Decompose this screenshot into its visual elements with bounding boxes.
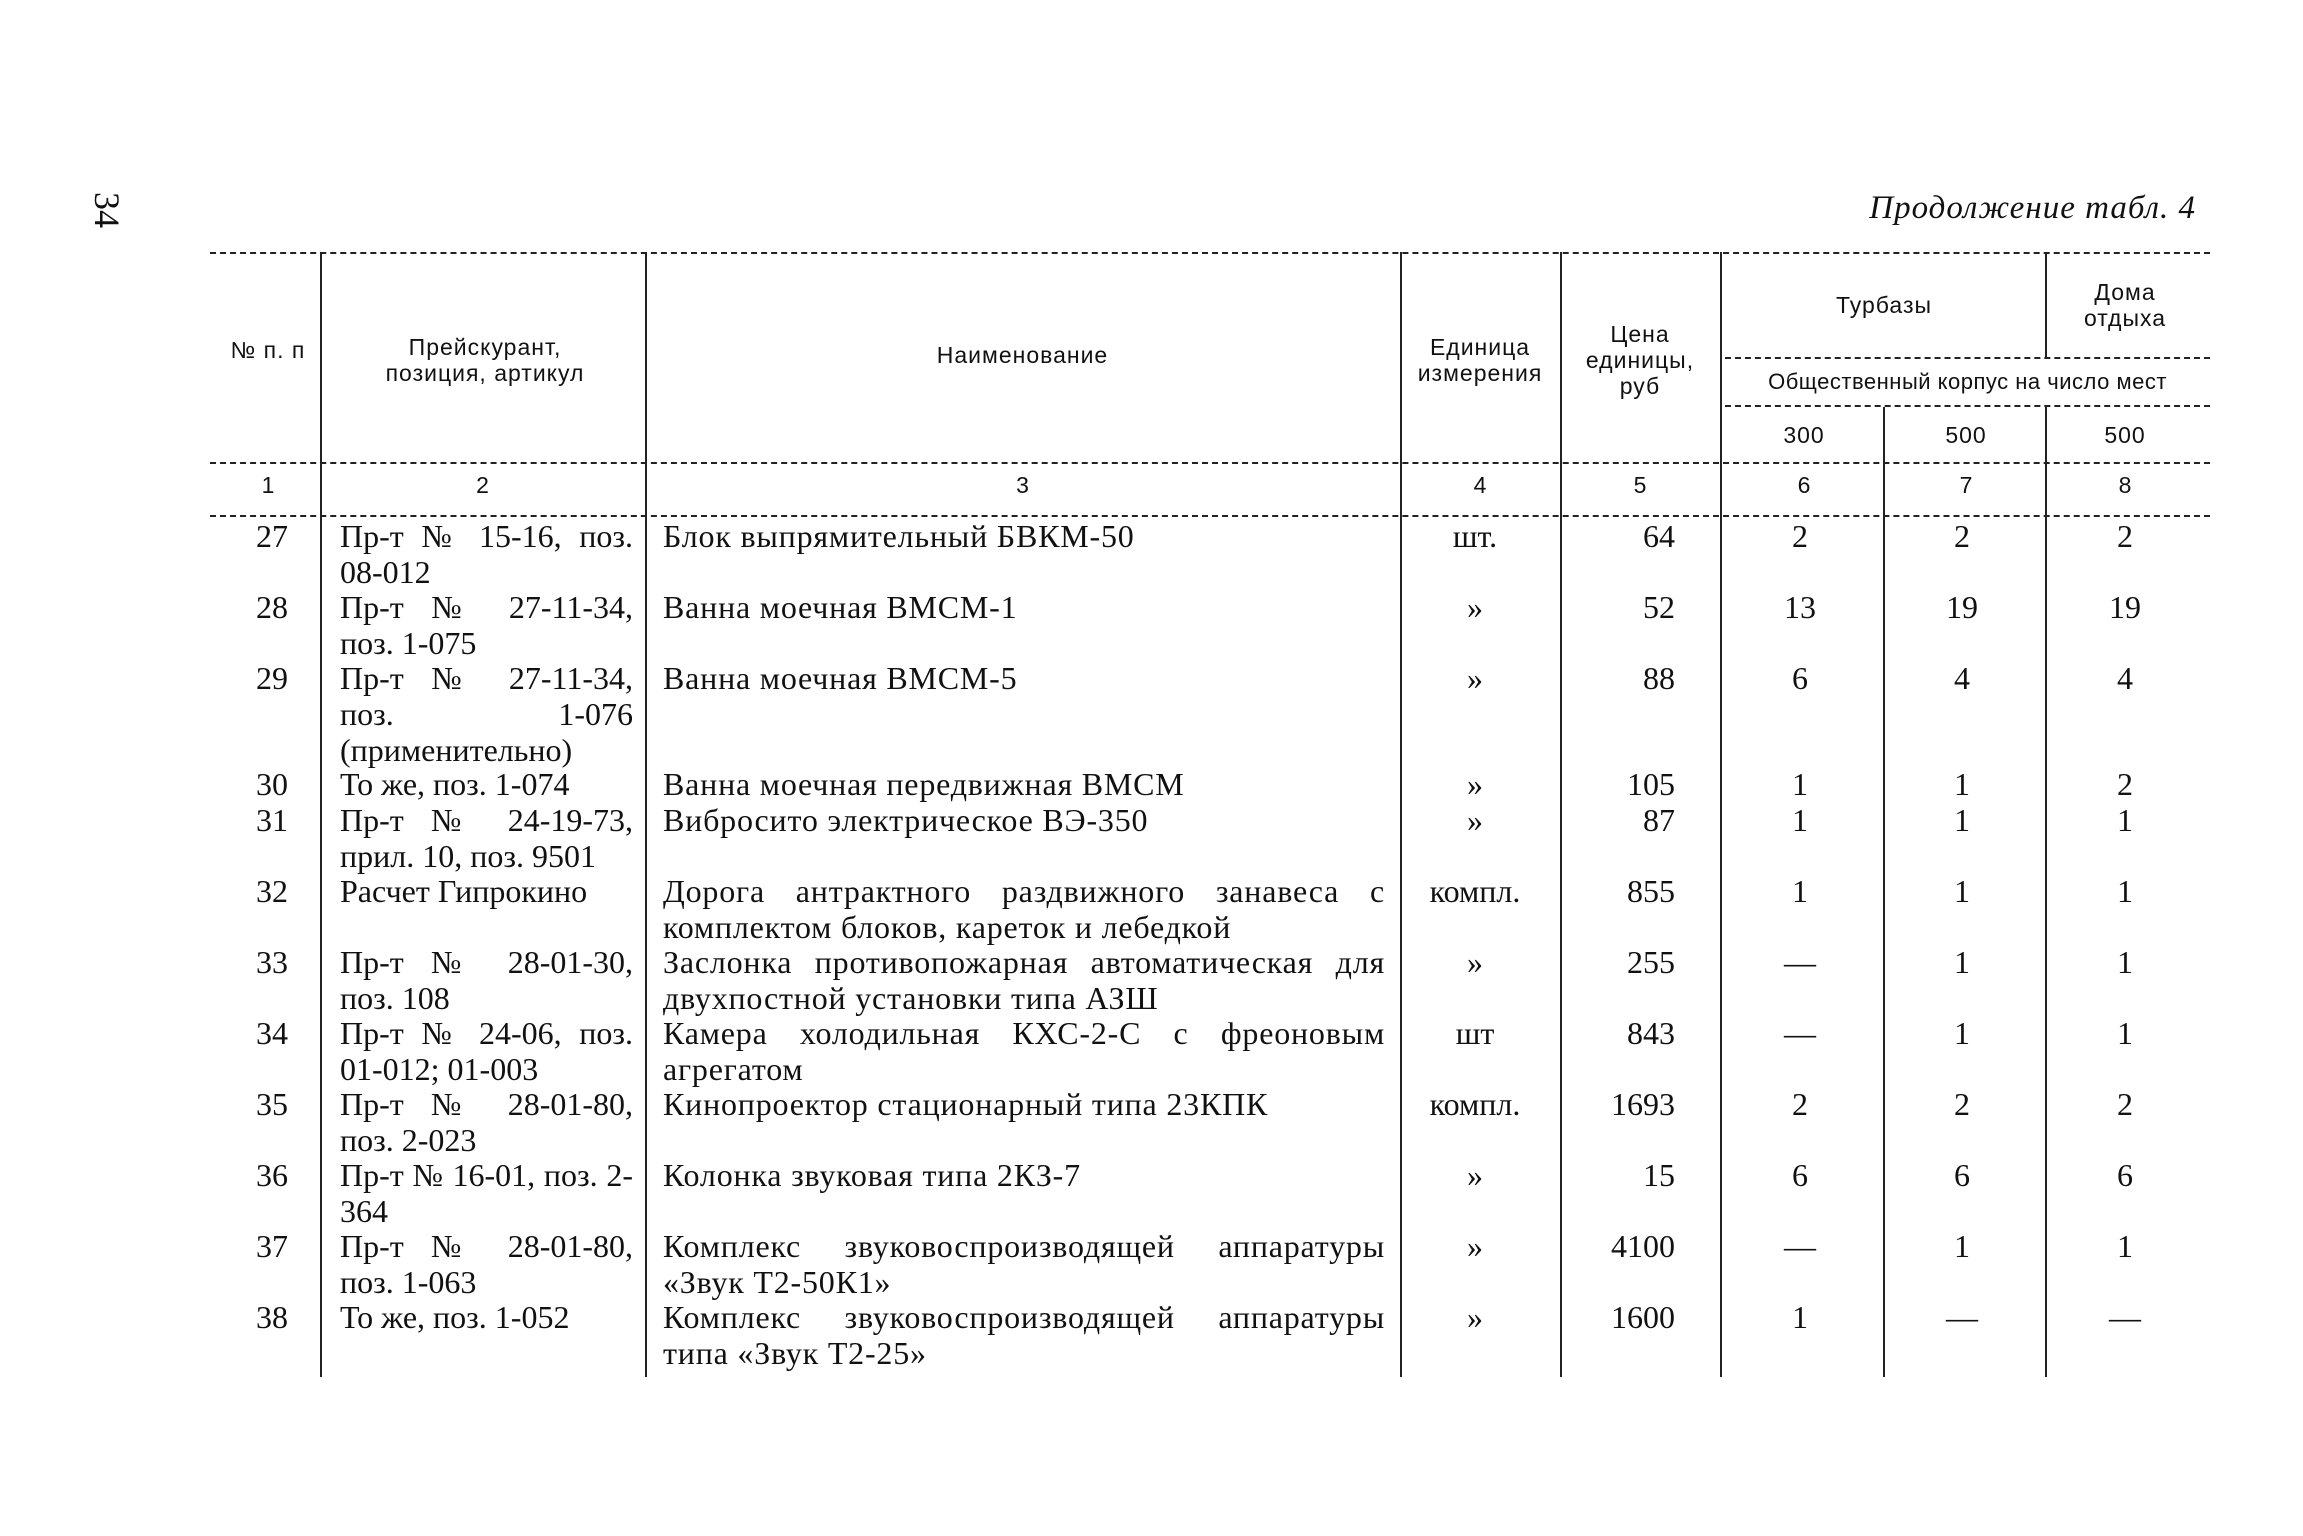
header-name: Наименование xyxy=(936,342,1109,368)
header-turbazy: Турбазы xyxy=(1835,292,1933,318)
row-turbazy-500: 1 xyxy=(1954,873,1970,909)
row-name: Ванна моечная ВМСМ-1 xyxy=(663,589,1018,625)
row-unit: » xyxy=(1467,944,1483,980)
header-bottom-rule xyxy=(210,462,2210,464)
row-name: Блок выпрямительный БВКМ-50 xyxy=(663,518,1135,554)
row-turbazy-500: 1 xyxy=(1954,802,1970,838)
row-name: Кинопроектор стационарный типа 23КПК xyxy=(663,1086,1269,1122)
row-number: 36 xyxy=(256,1157,288,1193)
column-number-5: 5 xyxy=(1633,472,1647,498)
col-divider-1 xyxy=(320,252,322,1377)
row-number: 37 xyxy=(256,1228,288,1264)
header-pricelist: Прейскурант, позиция, артикул xyxy=(385,334,585,386)
row-pricelist: Пр-т № 27-11-34, поз. 1-075 xyxy=(340,589,633,661)
column-number-3: 3 xyxy=(1016,472,1029,498)
row-number: 32 xyxy=(256,873,288,909)
header-price: Цена единицы, руб xyxy=(1585,321,1695,399)
row-doma-500: 1 xyxy=(2117,873,2133,909)
row-turbazy-500: 1 xyxy=(1954,944,1970,980)
row-pricelist: Пр-т № 24-06, поз. 01-012; 01-003 xyxy=(340,1015,633,1087)
row-price: 88 xyxy=(1643,660,1675,696)
row-name: Комплекс звуковоспроизводящей аппаратуры типа «Звук Т2-25» xyxy=(663,1299,1385,1371)
row-unit: » xyxy=(1467,589,1483,625)
turbazy-divider-rule xyxy=(1725,357,2210,359)
row-price: 855 xyxy=(1627,873,1675,909)
row-number: 33 xyxy=(256,944,288,980)
row-number: 29 xyxy=(256,660,288,696)
row-name: Вибросито электрическое ВЭ-350 xyxy=(663,802,1149,838)
row-unit: компл. xyxy=(1429,1086,1521,1122)
row-turbazy-300: 1 xyxy=(1792,1299,1808,1335)
row-price: 4100 xyxy=(1611,1228,1675,1264)
row-number: 28 xyxy=(256,589,288,625)
row-doma-500: 6 xyxy=(2117,1157,2133,1193)
row-turbazy-300: 13 xyxy=(1784,589,1816,625)
row-unit: компл. xyxy=(1429,873,1521,909)
col-divider-7b xyxy=(2045,407,2047,1377)
row-price: 105 xyxy=(1627,766,1675,802)
column-number-4: 4 xyxy=(1473,472,1487,498)
row-number: 27 xyxy=(256,518,288,554)
column-number-rule xyxy=(210,515,2210,517)
row-turbazy-500: — xyxy=(1946,1299,1978,1335)
row-price: 87 xyxy=(1643,802,1675,838)
row-doma-500: 4 xyxy=(2117,660,2133,696)
row-price: 1693 xyxy=(1611,1086,1675,1122)
table-top-rule xyxy=(210,252,2210,254)
row-turbazy-500: 2 xyxy=(1954,518,1970,554)
row-turbazy-300: — xyxy=(1784,944,1816,980)
row-doma-500: 2 xyxy=(2117,1086,2133,1122)
header-doma: Дома отдыха xyxy=(2083,279,2167,331)
row-unit: » xyxy=(1467,660,1483,696)
row-unit: шт. xyxy=(1452,518,1498,554)
row-number: 34 xyxy=(256,1015,288,1051)
row-pricelist: Пр-т № 27-11-34, поз. 1-076 (применительно) xyxy=(340,660,633,768)
row-price: 64 xyxy=(1643,518,1675,554)
row-turbazy-500: 2 xyxy=(1954,1086,1970,1122)
row-turbazy-300: — xyxy=(1784,1228,1816,1264)
row-doma-500: 2 xyxy=(2117,766,2133,802)
row-pricelist: Пр-т № 28-01-80, поз. 1-063 xyxy=(340,1228,633,1300)
header-cap-turbazy-2: 500 xyxy=(1945,422,1987,448)
row-name: Заслонка противопожарная автоматическая для двухпостной установки типа АЗШ xyxy=(663,944,1385,1016)
row-name: Дорога антрактного раздвижного занавеса с комплектом блоков, кареток и лебедкой xyxy=(663,873,1385,945)
row-turbazy-300: 6 xyxy=(1792,1157,1808,1193)
row-turbazy-500: 4 xyxy=(1954,660,1970,696)
header-cap-doma: 500 xyxy=(2104,422,2146,448)
row-pricelist: Пр-т № 15-16, поз. 08-012 xyxy=(340,518,633,590)
row-turbazy-300: 1 xyxy=(1792,873,1808,909)
row-pricelist: То же, поз. 1-074 xyxy=(340,766,570,802)
row-name: Ванна моечная передвижная ВМСМ xyxy=(663,766,1185,802)
row-doma-500: 1 xyxy=(2117,944,2133,980)
row-doma-500: 1 xyxy=(2117,1228,2133,1264)
col-divider-7 xyxy=(2045,252,2047,357)
row-name: Ванна моечная ВМСМ-5 xyxy=(663,660,1018,696)
row-unit: » xyxy=(1467,1228,1483,1264)
col-divider-2 xyxy=(645,252,647,1377)
column-number-6: 6 xyxy=(1797,472,1811,498)
row-turbazy-300: 6 xyxy=(1792,660,1808,696)
page-number: 34 xyxy=(87,192,127,228)
row-pricelist: Расчет Гипрокино xyxy=(340,873,588,909)
row-doma-500: — xyxy=(2109,1299,2141,1335)
header-cap-turbazy-1: 300 xyxy=(1783,422,1825,448)
row-unit: » xyxy=(1467,802,1483,838)
column-number-7: 7 xyxy=(1959,472,1973,498)
row-pricelist: Пр-т № 24-19-73, прил. 10, поз. 9501 xyxy=(340,802,633,874)
column-number-1: 1 xyxy=(261,472,275,498)
row-pricelist: Пр-т № 28-01-30, поз. 108 xyxy=(340,944,633,1016)
row-number: 31 xyxy=(256,802,288,838)
row-price: 255 xyxy=(1627,944,1675,980)
row-name: Камера холодильная КХС-2-С с фреоновым агрегатом xyxy=(663,1015,1385,1087)
row-turbazy-500: 1 xyxy=(1954,766,1970,802)
column-number-8: 8 xyxy=(2118,472,2132,498)
row-unit: » xyxy=(1467,1299,1483,1335)
row-unit: » xyxy=(1467,1157,1483,1193)
row-number: 30 xyxy=(256,766,288,802)
row-price: 52 xyxy=(1643,589,1675,625)
header-korpus: Общественный корпус на число мест xyxy=(1768,369,2167,394)
row-number: 38 xyxy=(256,1299,288,1335)
row-pricelist: То же, поз. 1-052 xyxy=(340,1299,570,1335)
row-unit: шт xyxy=(1455,1015,1495,1051)
row-turbazy-500: 1 xyxy=(1954,1228,1970,1264)
row-doma-500: 1 xyxy=(2117,1015,2133,1051)
row-turbazy-300: 2 xyxy=(1792,518,1808,554)
row-name: Комплекс звуковоспроизводящей аппаратуры «Звук Т2-50К1» xyxy=(663,1228,1385,1300)
row-turbazy-500: 1 xyxy=(1954,1015,1970,1051)
row-doma-500: 1 xyxy=(2117,802,2133,838)
row-turbazy-300: 1 xyxy=(1792,766,1808,802)
col-divider-4 xyxy=(1560,252,1562,1377)
row-turbazy-300: 1 xyxy=(1792,802,1808,838)
col-divider-6 xyxy=(1883,407,1885,1377)
row-price: 1600 xyxy=(1611,1299,1675,1335)
row-turbazy-300: — xyxy=(1784,1015,1816,1051)
row-doma-500: 2 xyxy=(2117,518,2133,554)
col-divider-5 xyxy=(1720,252,1722,1377)
table-caption: Продолжение табл. 4 xyxy=(1869,190,2196,226)
row-turbazy-500: 19 xyxy=(1946,589,1978,625)
row-turbazy-300: 2 xyxy=(1792,1086,1808,1122)
column-number-2: 2 xyxy=(476,472,489,498)
row-price: 15 xyxy=(1643,1157,1675,1193)
row-price: 843 xyxy=(1627,1015,1675,1051)
row-doma-500: 19 xyxy=(2109,589,2141,625)
row-name: Колонка звуковая типа 2КЗ-7 xyxy=(663,1157,1081,1193)
row-number: 35 xyxy=(256,1086,288,1122)
header-num: № п. п xyxy=(230,337,306,363)
row-unit: » xyxy=(1467,766,1483,802)
row-pricelist: Пр-т № 16-01, поз. 2-364 xyxy=(340,1157,633,1229)
header-unit: Единица измерения xyxy=(1417,334,1543,386)
row-turbazy-500: 6 xyxy=(1954,1157,1970,1193)
row-pricelist: Пр-т № 28-01-80, поз. 2-023 xyxy=(340,1086,633,1158)
korpus-divider-rule xyxy=(1725,405,2210,407)
